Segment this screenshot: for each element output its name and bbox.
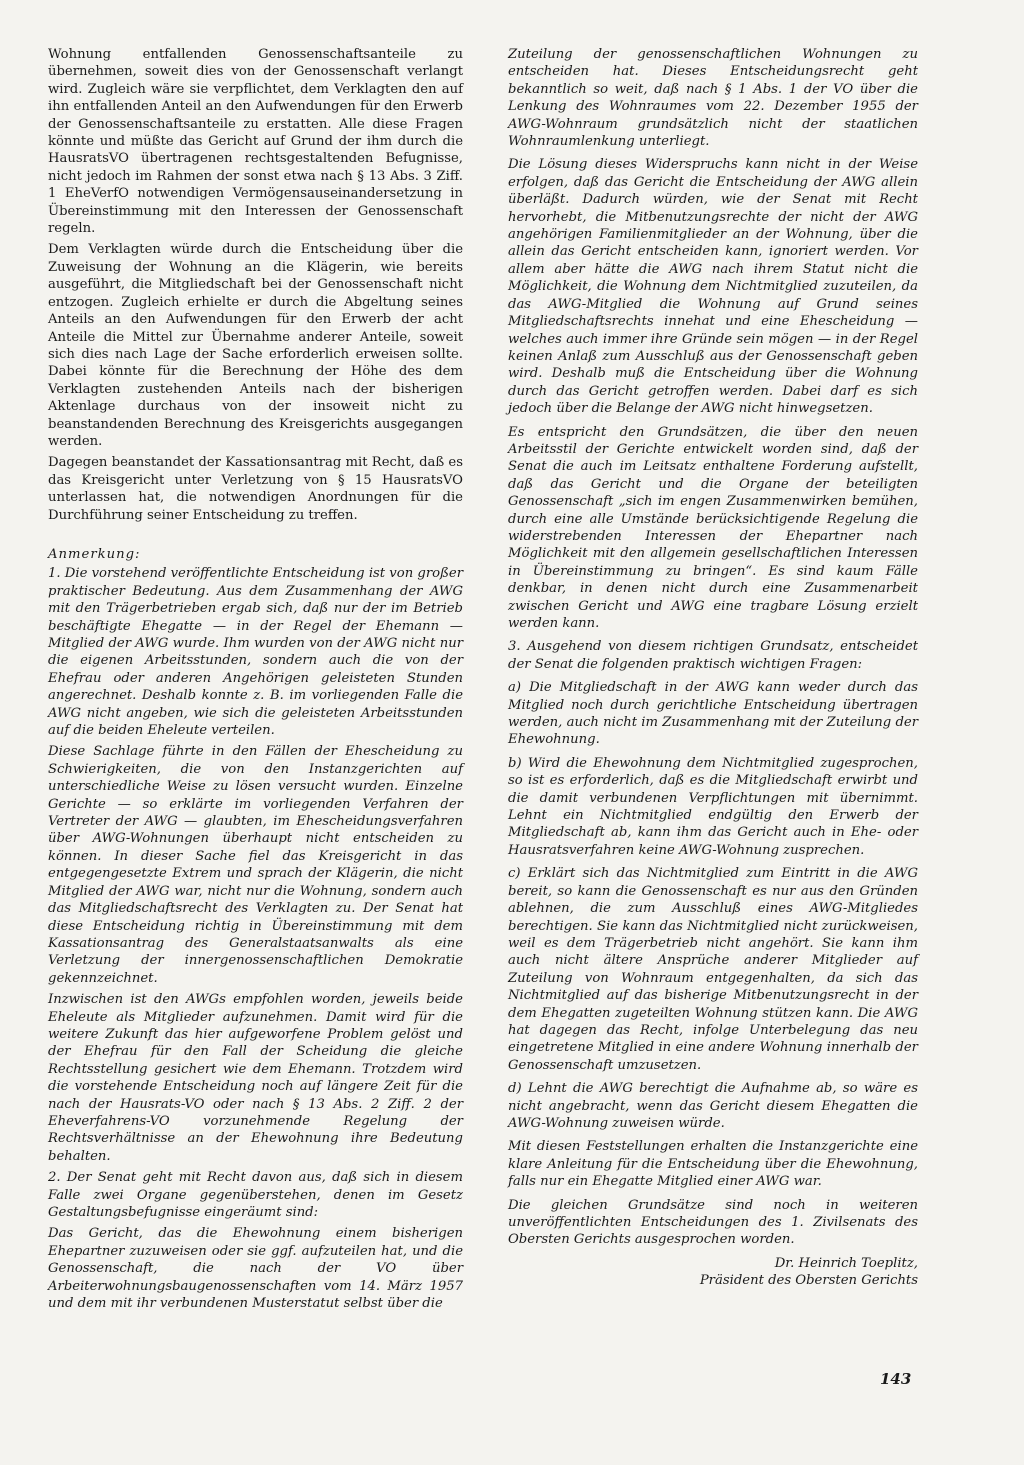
paragraph: d) Lehnt die AWG berechtigt die Aufnahme ab, so wäre es nicht angebracht, wenn das Gericht diesem Ehegatten die AWG-Wohnung zuweisen würde. (508, 1081, 918, 1131)
page-number: 143 (880, 1370, 912, 1388)
paragraph: Die Lösung dieses Widerspruchs kann nicht in der Weise erfolgen, daß das Gericht die Entscheidung der AWG allein überläßt. Dadurch würden, wie der Senat mit Recht hervorhebt, die Mitbenutzungsrechte der nicht der AWG angehörigen Familienmitglieder an der Wohnung, über die allein das Gericht entscheiden kann, ignoriert werden. Vor allem aber hätte die AWG nach ihrem Statut nicht die Möglichkeit, die Wohnung dem Nichtmitglied zuzuteilen, da das AWG-Mitglied die Wohnung auf Grund seines Mitgliedschaftsrechts innehat und eine Ehescheidung — welches auch immer ihre Gründe sein mögen — in der Regel keinen Anlaß zum Ausschluß aus der Genossenschaft geben wird. Deshalb muß die Entscheidung über die Wohnung durch das Gericht getroffen werden. Dabei darf es sich jedoch über die Belange der AWG nicht hinwegsetzen. (508, 157, 918, 417)
annotation-paragraph: 2. Der Senat geht mit Recht davon aus, daß sich in diesem Falle zwei Organe gegenüberstehen, denen im Gesetz Gestaltungsbefugnisse eingeräumt sind: (48, 1170, 463, 1220)
signature-name: Dr. Heinrich Toeplitz, (774, 1255, 918, 1271)
annotation-paragraph: Das Gericht, das die Ehewohnung einem bisherigen Ehepartner zuzuweisen oder sie ggf. aufzuteilen hat, und die Genossenschaft, die nach der VO über Arbeiterwohnungsbaugenossenschaften vom 14. März 1957 und dem mit ihr verbundenen Musterstatut selbst über die (48, 1226, 463, 1312)
annotation-paragraph: Diese Sachlage führte in den Fällen der Ehescheidung zu Schwierigkeiten, die von den Instanzgerichten auf unterschiedliche Weise zu lösen versucht wurden. Einzelne Gerichte — so erklärte im vorliegenden Verfahren der Vertreter der AWG — glaubten, im Ehescheidungsverfahren über AWG-Wohnungen überhaupt nicht entscheiden zu können. In dieser Sache fiel das Kreisgericht in das entgegengesetzte Extrem und sprach der Klägerin, die nicht Mitglied der AWG war, nicht nur die Wohnung, sondern auch das Mitgliedschaftsrecht des Verklagten zu. Der Senat hat diese Entscheidung richtig in Übereinstimmung mit dem Kassationsantrag des Generalstaatsanwalts als eine Verletzung der innergenossenschaftlichen Demokratie gekennzeichnet. (48, 744, 463, 986)
annotation-paragraph: Inzwischen ist den AWGs empfohlen worden, jeweils beide Eheleute als Mitglieder aufzunehmen. Damit wird für die weitere Zukunft das hier aufgeworfene Problem gelöst und der Ehefrau für den Fall der Scheidung die gleiche Rechtsstellung gesichert wie dem Ehemann. Trotzdem wird die vorstehende Entscheidung noch auf längere Zeit für die nach der Hausrats-VO oder nach § 13 Abs. 2 Ziff. 2 der Eheverfahrens-VO vorzunehmende Regelung der Rechtsverhältnisse an der Ehewohnung ihre Bedeutung behalten. (48, 992, 463, 1164)
paragraph: a) Die Mitgliedschaft in der AWG kann weder durch das Mitglied noch durch gerichtliche Entscheidung übertragen werden, auch nicht im Zusammenhang mit der Zuteilung der Ehewohnung. (508, 680, 918, 748)
paragraph: 3. Ausgehend von diesem richtigen Grundsatz, entscheidet der Senat die folgenden praktisch wichtigen Fragen: (508, 639, 918, 672)
paragraph: c) Erklärt sich das Nichtmitglied zum Eintritt in die AWG bereit, so kann die Genossenschaft es nur aus den Gründen ablehnen, die zum Ausschluß eines AWG-Mitgliedes berechtigen. Sie kann das Nichtmitglied nicht zurückweisen, weil es dem Trägerbetrieb nicht angehört. Sie kann ihm auch nicht ältere Ansprüche anderer Mitglieder auf Zuteilung von Wohnraum entgegenhalten, da sich das Nichtmitglied auf das bisherige Mitbenutzungsrecht in der dem Ehegatten zugeteilten Wohnung stützen kann. Die AWG hat dagegen das Recht, infolge Unterbelegung das neu eingetretene Mitglied in eine andere Wohnung innerhalb der Genossenschaft umzusetzen. (508, 866, 918, 1073)
paragraph: Die gleichen Grundsätze sind noch in weiteren unveröffentlichten Entscheidungen des 1. Zivilsenats des Obersten Gerichts ausgesprochen worden. (508, 1197, 918, 1248)
paragraph: Mit diesen Feststellungen erhalten die Instanzgerichte eine klare Anleitung für die Entscheidung über die Ehewohnung, falls nur ein Ehegatte Mitglied einer AWG war. (508, 1139, 918, 1190)
signature-title: Präsident des Obersten Gerichts (699, 1273, 918, 1289)
left-column (48, 46, 463, 1316)
paragraph: b) Wird die Ehewohnung dem Nichtmitglied zugesprochen, so ist es erforderlich, daß es die Mitgliedschaft erwirbt und die damit verbundenen Verpflichtungen mit übernimmt. Lehnt ein Nichtmitglied endgültig den Erwerb der Mitgliedschaft ab, kann ihm das Gericht auch in Ehe- oder Hausratsverfahren keine AWG-Wohnung zusprechen. (508, 755, 918, 858)
paragraph: Zuteilung der genossenschaftlichen Wohnungen zu entscheiden hat. Dieses Entscheidungsrecht geht bekanntlich so weit, daß nach § 1 Abs. 1 der VO über die Lenkung des Wohnraumes vom 22. Dezember 1955 der AWG-Wohnraum grundsätzlich nicht der staatlichen Wohnraumlenkung unterliegt. (508, 47, 918, 150)
signature (508, 1255, 918, 1290)
paragraph: Wohnung entfallenden Genossenschaftsanteile zu übernehmen, soweit dies von der Genossenschaft verlangt wird. Zugleich wäre sie verpflichtet, dem Verklagten den auf ihn entfallenden Anteil an den Aufwendungen für den Erwerb der Genossenschaftsanteile zu erstatten. Alle diese Fragen könnte und müßte das Gericht auf Grund der ihm durch die HausratsVO übertragenen rechtsgestaltenden Befugnisse, nicht jedoch im Rahmen der sonst etwa nach § 13 Abs. 3 Ziff. 1 EheVerfO notwendigen Vermögensauseinandersetzung in Übereinstimmung mit den Interessen der Genossenschaft regeln. (48, 47, 463, 237)
annotation-paragraph: 1. Die vorstehend veröffentlichte Entscheidung ist von großer praktischer Bedeutung. Aus dem Zusammenhang der AWG mit den Trägerbetrieben ergab sich, daß nur der im Betrieb beschäftigte Ehegatte — in der Regel der Ehemann — Mitglied der AWG wurde. Ihm wurden von der AWG nicht nur die eigenen Arbeitsstunden, sondern auch die von der Ehefrau oder anderen Angehörigen geleisteten Stunden angerechnet. Deshalb konnte z. B. im vorliegenden Falle die AWG nicht angeben, wie sich die geleisteten Arbeitsstunden auf die beiden Eheleute verteilen. (48, 566, 463, 739)
paragraph: Es entspricht den Grundsätzen, die über den neuen Arbeitsstil der Gerichte entwickelt worden sind, daß der Senat die auch im Leitsatz enthaltene Forderung aufstellt, daß das Gericht und die Organe der beteiligten Genossenschaft „sich im engen Zusammenwirken bemühen, durch eine alle Umstände berücksichtigende Regelung die widerstrebenden Interessen der Ehepartner nach Möglichkeit mit den allgemein gesellschaftlichen Interessen in Übereinstimmung zu bringen“. Es sind kaum Fälle denkbar, in denen nicht durch eine Zusammenarbeit zwischen Gericht und AWG eine tragbare Lösung erzielt werden kann. (508, 424, 918, 631)
right-column (508, 46, 918, 1290)
paragraph: Dagegen beanstandet der Kassationsantrag mit Recht, daß es das Kreisgericht unter Verletzung von § 15 HausratsVO unterlassen hat, die notwendigen Anordnungen für die Durchführung seiner Entscheidung zu treffen. (48, 455, 463, 523)
paragraph: Dem Verklagten würde durch die Entscheidung über die Zuweisung der Wohnung an die Klägerin, wie bereits ausgeführt, die Mitgliedschaft bei der Genossenschaft nicht entzogen. Zugleich erhielte er durch die Abgeltung seines Anteils an den Aufwendungen für den Erwerb der acht Anteile die Mittel zur Übernahme anderer Anteile, soweit sich dies nach Lage der Sache erforderlich erweisen sollte. Dabei könnte für die Berechnung der Höhe des dem Verklagten zustehenden Anteils nach der bisherigen Aktenlage durchaus von der insoweit nicht zu beanstandenden Berechnung des Kreisgerichts ausgegangen werden. (48, 242, 463, 449)
annotation-heading: Anmerkung: (48, 546, 141, 562)
